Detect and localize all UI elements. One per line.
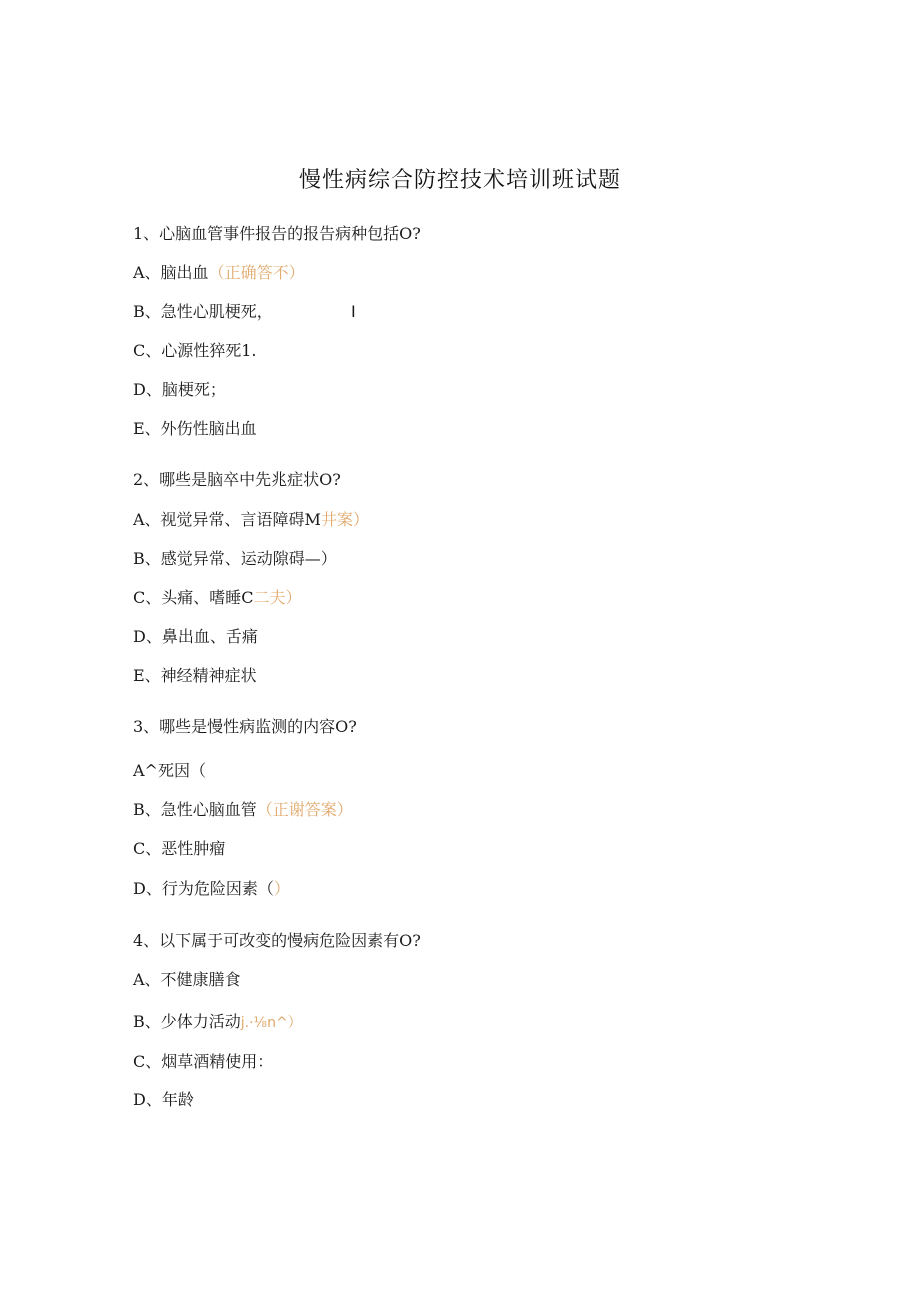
q1-option-c [133, 341, 257, 361]
q1-option-e [133, 419, 257, 439]
option-text: B、急性心肌梗死， [133, 302, 273, 321]
q4-option-a [133, 970, 241, 990]
option-text: D、鼻出血、舌痛 [133, 627, 258, 646]
answer-hint: 井案） [320, 510, 369, 529]
option-text: D、行为危险因素（ [133, 879, 274, 898]
q1-option-b [133, 302, 356, 322]
answer-hint: （正谢答案） [256, 800, 353, 819]
stray-mark: I [351, 302, 356, 321]
q3-option-c [133, 839, 225, 859]
q2-option-b [133, 549, 337, 569]
q4-option-c [133, 1052, 273, 1072]
q4-option-d [133, 1090, 194, 1110]
question-3-stem: 3、哪些是慢性病监测的内容O? [133, 717, 357, 736]
q3-option-a [133, 761, 206, 781]
option-text: E、外伤性脑出血 [133, 419, 257, 438]
question-2-stem: 2、哪些是脑卒中先兆症状O? [133, 470, 341, 489]
question-4-stem: 4、以下属于可改变的慢病危险因素有O? [133, 931, 421, 950]
q1-option-a [133, 263, 305, 283]
q2-option-e [133, 666, 257, 686]
page-title: 慢性病综合防控技术培训班试题 [298, 168, 621, 193]
option-text: B、感觉异常、运动隙碍—） [133, 549, 337, 568]
option-text: D、脑梗死； [133, 380, 226, 399]
answer-hint: j.·⅛n^） [240, 1015, 302, 1031]
option-text: C、心源性猝死1. [133, 341, 257, 360]
option-text: A、脑出血 [133, 263, 209, 282]
q2-option-a [133, 510, 369, 530]
q2-option-d [133, 627, 258, 647]
option-text: A、不健康膳食 [133, 970, 241, 989]
q3-option-b [133, 800, 353, 820]
option-text: A、视觉异常、言语障碍M [133, 510, 321, 529]
q1-option-d [133, 380, 226, 400]
option-text: C、恶性肿瘤 [133, 839, 226, 858]
option-text: C、头痛、嗜睡C [133, 588, 254, 607]
answer-hint: ） [273, 879, 290, 898]
option-text: D、年龄 [133, 1090, 194, 1109]
option-text: B、急性心脑血管 [133, 800, 257, 819]
question-1-stem: 1、心脑血管事件报告的报告病种包括O? [133, 224, 421, 243]
q2-option-c [133, 588, 302, 608]
option-text: A^死因（ [133, 761, 206, 780]
option-text: C、烟草酒精使用： [133, 1052, 274, 1071]
q3-option-d [133, 879, 290, 899]
q4-option-b [133, 1012, 302, 1033]
answer-hint: 二夫） [253, 588, 302, 607]
answer-hint: （正确答不） [208, 263, 305, 282]
option-text: B、少体力活动 [133, 1012, 241, 1031]
option-text: E、神经精神症状 [133, 666, 257, 685]
